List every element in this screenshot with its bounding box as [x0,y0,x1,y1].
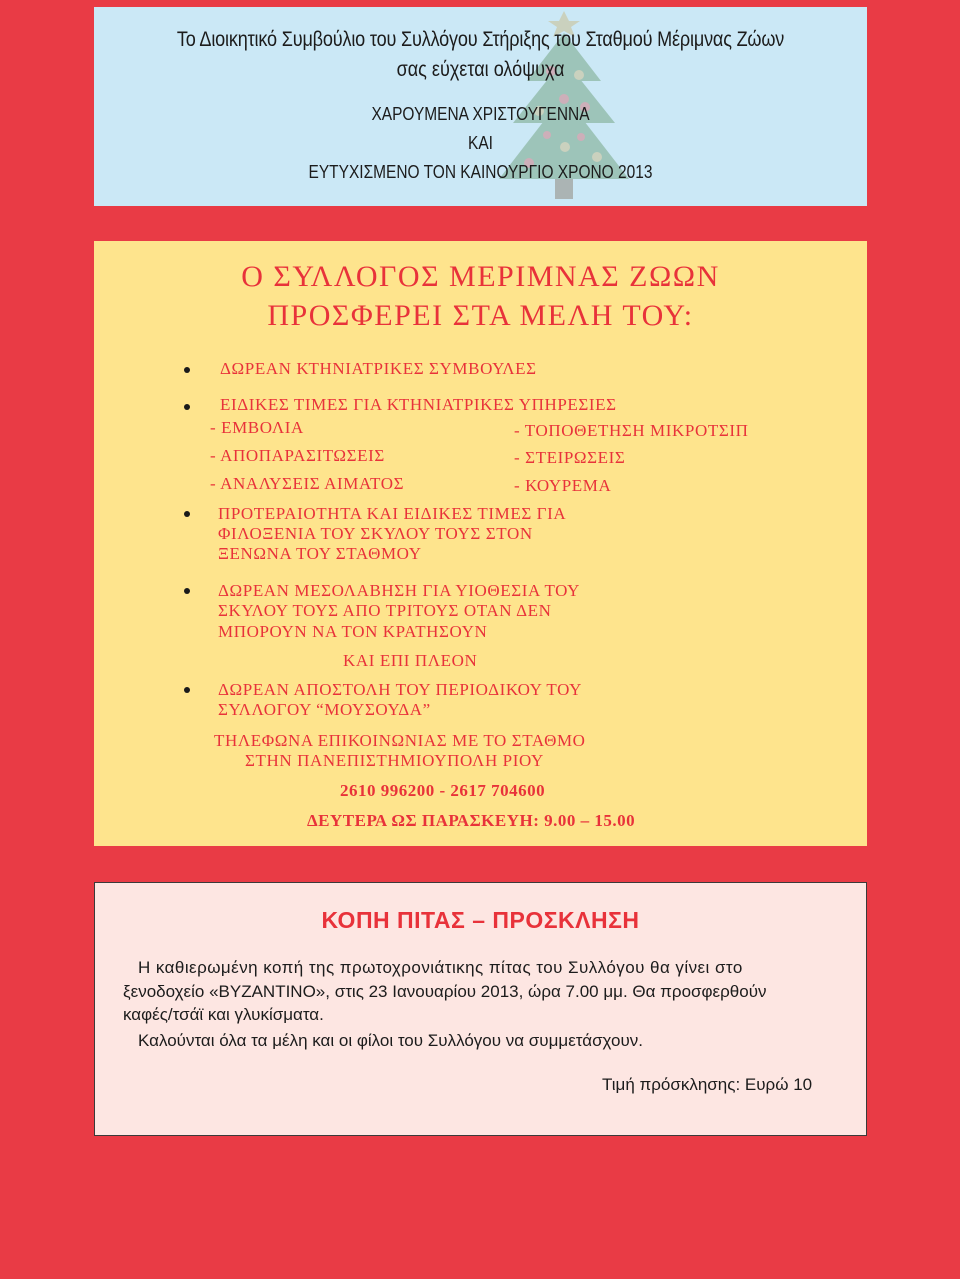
service-free-advice: ΔΩΡΕΑΝ ΚΤΗΝΙΑΤΡΙΚΕΣ ΣΥΜΒΟΥΛΕΣ [220,359,537,378]
service-magazine-line1: ΔΩΡΕΑΝ ΑΠΟΣΤΟΛΗ ΤΟΥ ΠΕΡΙΟΔΙΚΟΥ ΤΟΥ [218,680,583,699]
and-more-label: ΚΑΙ ΕΠΙ ΠΛΕΟΝ [343,651,478,670]
sub-item-microchip: - ΤΟΠΟΘΕΤΗΣΗ ΜΙΚΡΟΤΣΙΠ [514,421,749,440]
invitation-call-to-attend: Καλούνται όλα τα μέλη και οι φίλοι του Συλλόγου να συμμετάσχουν. [138,1031,644,1050]
greeting-merry-christmas: ΧΑΡΟΥΜΕΝΑ ΧΡΙΣΤΟΥΓΕΝΝΑ [371,104,590,124]
bullet-icon [184,367,190,373]
bullet-icon [184,511,190,517]
sub-item-sterilization: - ΣΤΕΙΡΩΣΕΙΣ [514,448,626,467]
invitation-box [94,882,867,1136]
service-magazine-line2: ΣΥΛΛΟΓΟΥ “ΜΟΥΣΟΥΔΑ” [218,700,431,719]
service-priority-line3: ΞΕΝΩΝΑ ΤΟΥ ΣΤΑΘΜΟΥ [218,544,422,563]
greeting-happy-new-year: ΕΥΤΥΧΙΣΜΕΝΟ ΤΟΝ ΚΑΙΝΟΥΡΓΙΟ ΧΡΟΝΟ 2013 [308,162,653,182]
greeting-sender: Το Διοικητικό Συμβούλιο του Συλλόγου Στήριξης του Σταθμού Μέριμνας Ζώων [176,28,785,51]
sub-item-blood-tests: - ΑΝΑΛΥΣΕΙΣ ΑΙΜΑΤΟΣ [210,474,405,493]
invitation-title: ΚΟΠΗ ΠΙΤΑΣ – ΠΡΟΣΚΛΗΣΗ [321,907,640,933]
bullet-icon [184,404,190,410]
invitation-text-line2: ξενοδοχείο «ΒΥΖΑΝΤΙΝΟ», στις 23 Ιανουαρίου 2013, ώρα 7.00 μμ. Θα προσφερθούν [123,982,767,1001]
services-subtitle: ΠΡΟΣΦΕΡΕΙ ΣΤΑ ΜΕΛΗ ΤΟΥ: [267,299,694,332]
services-title: Ο ΣΥΛΛΟΓΟΣ ΜΕΡΙΜΝΑΣ ΖΩΩΝ [241,260,720,293]
invitation-text-line3: καφές/τσάϊ και γλυκίσματα. [123,1005,324,1024]
invitation-price: Τιμή πρόσκλησης: Ευρώ 10 [602,1075,813,1094]
service-adoption-line3: ΜΠΟΡΟΥΝ ΝΑ ΤΟΝ ΚΡΑΤΗΣΟΥΝ [218,622,488,641]
office-hours: ΔΕΥΤΕΡΑ ΩΣ ΠΑΡΑΣΚΕΥΗ: 9.00 – 15.00 [307,811,636,830]
greeting-and: ΚΑΙ [468,133,493,153]
bullet-icon [184,588,190,594]
service-special-prices: ΕΙΔΙΚΕΣ ΤΙΜΕΣ ΓΙΑ ΚΤΗΝΙΑΤΡΙΚΕΣ ΥΠΗΡΕΣΙΕΣ [220,395,617,414]
contact-phones: 2610 996200 - 2617 704600 [340,781,546,800]
greeting-wish: σας εύχεται ολόψυχα [396,58,565,81]
contact-heading: ΤΗΛΕΦΩΝΑ ΕΠΙΚΟΙΝΩΝΙΑΣ ΜΕ ΤΟ ΣΤΑΘΜΟ [214,731,586,750]
sub-item-vaccines: - ΕΜΒΟΛΙΑ [210,418,304,437]
contact-location: ΣΤΗΝ ΠΑΝΕΠΙΣΤΗΜΙΟΥΠΟΛΗ ΡΙΟΥ [245,751,544,770]
sub-item-grooming: - ΚΟΥΡΕΜΑ [514,476,612,495]
service-adoption-line1: ΔΩΡΕΑΝ ΜΕΣΟΛΑΒΗΣΗ ΓΙΑ ΥΙΟΘΕΣΙΑ ΤΟΥ [218,581,581,600]
invitation-text-line1: Η καθιερωμένη κοπή της πρωτοχρονιάτικης πίτας του Συλλόγου θα γίνει στο [138,958,743,977]
services-box [94,241,867,846]
service-priority-line1: ΠΡΟΤΕΡΑΙΟΤΗΤΑ ΚΑΙ ΕΙΔΙΚΕΣ ΤΙΜΕΣ ΓΙΑ [218,504,567,523]
service-adoption-line2: ΣΚΥΛΟΥ ΤΟΥΣ ΑΠΟ ΤΡΙΤΟΥΣ ΟΤΑΝ ΔΕΝ [218,601,552,620]
sub-item-deworming: - ΑΠΟΠΑΡΑΣΙΤΩΣΕΙΣ [210,446,385,465]
bullet-icon [184,687,190,693]
service-priority-line2: ΦΙΛΟΞΕΝΙΑ ΤΟΥ ΣΚΥΛΟΥ ΤΟΥΣ ΣΤΟΝ [218,524,533,543]
greeting-box [94,7,867,206]
